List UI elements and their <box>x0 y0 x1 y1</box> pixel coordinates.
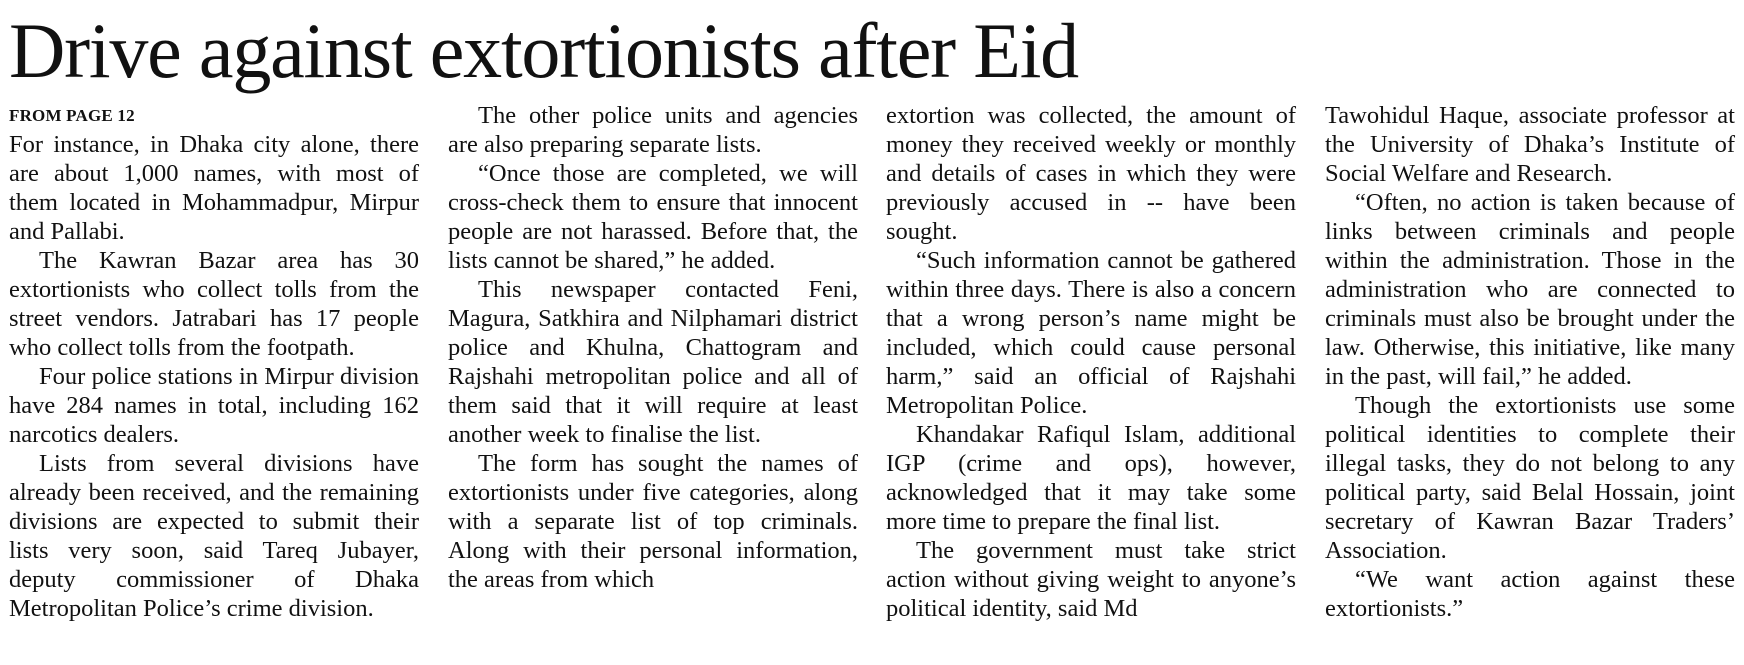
paragraph: Though the extortionists use some political identities to complete their illegal tasks, they do not belong to any political party, said Belal Hossain, joint secretary of Kawran Bazar Traders’ Association. <box>1325 392 1735 564</box>
paragraph: The government must take strict action without giving weight to anyone’s political identity, said Md <box>886 537 1296 622</box>
paragraph: The other police units and agencies are also preparing separate lists. <box>448 102 858 158</box>
paragraph: “Such information cannot be gathered within three days. There is also a concern that a wrong person’s name might be included, which could cause personal harm,” said an official of Rajshahi Metropolitan Police. <box>886 247 1296 419</box>
article-column-1 <box>9 101 419 623</box>
paragraph: “Once those are completed, we will cross-check them to ensure that innocent people are not harassed. Before that, the lists cannot be shared,” he added. <box>448 160 858 274</box>
paragraph: The form has sought the names of extortionists under five categories, along with a separate list of top criminals. Along with their personal information, the areas from which <box>448 450 858 593</box>
paragraph: Khandakar Rafiqul Islam, additional IGP (crime and ops), however, acknowledged that it may take some more time to prepare the final list. <box>886 421 1296 535</box>
paragraph: The Kawran Bazar area has 30 extortionists who collect tolls from the street vendors. Jatrabari has 17 people who collect tolls from the footpath. <box>9 247 419 361</box>
paragraph: Four police stations in Mirpur division have 284 names in total, including 162 narcotics dealers. <box>9 363 419 448</box>
article-column-3 <box>886 101 1296 623</box>
paragraph: “Often, no action is taken because of links between criminals and people within the administration. Those in the administration who are connected to criminals must also be brought under the law. Otherwise, this initiative, like many in the past, will fail,” he added. <box>1325 189 1735 390</box>
jump-label: FROM PAGE 12 <box>9 106 135 125</box>
paragraph: Tawohidul Haque, associate professor at the University of Dhaka’s Institute of Social Welfare and Research. <box>1325 102 1735 187</box>
paragraph: Lists from several divisions have already been received, and the remaining divisions are expected to submit their lists very soon, said Tareq Jubayer, deputy commissioner of Dhaka Metropolitan Police’s crime division. <box>9 450 419 622</box>
paragraph: For instance, in Dhaka city alone, there are about 1,000 names, with most of them located in Mohammadpur, Mirpur and Pallabi. <box>9 131 419 245</box>
paragraph: “We want action against these extortionists.” <box>1325 566 1735 622</box>
paragraph: extortion was collected, the amount of money they received weekly or monthly and details of cases in which they were previously accused in -- have been sought. <box>886 102 1296 245</box>
article-column-4 <box>1325 101 1735 623</box>
paragraph: This newspaper contacted Feni, Magura, Satkhira and Nilphamari district police and Khulna, Chattogram and Rajshahi metropolitan police and all of them said that it will require at least another week to finalise the list. <box>448 276 858 448</box>
headline: Drive against extortionists after Eid <box>9 7 1078 94</box>
article-column-2 <box>448 101 858 594</box>
